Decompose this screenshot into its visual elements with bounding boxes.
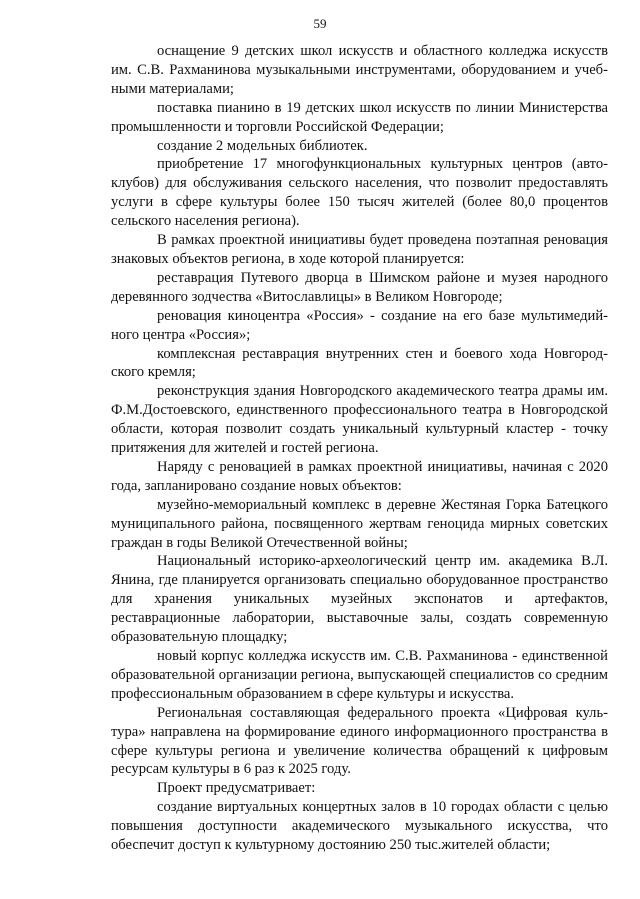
paragraph-digital-culture: Региональная составляющая федерального проекта «Цифровая культура» направлена на формирование единого информационного пространства в сфере культуры региона и увеличение количества обращений к цифровым ресурсам культуры в 6 раз к 2025 году.: [111, 704, 608, 778]
paragraph-travel-palace: реставрация Путевого дворца в Шимском районе и музея народного деревянного зодчества «Витославлицы» в Великом Новгороде;: [111, 269, 608, 305]
paragraph-kremlin-walls: комплексная реставрация внутренних стен и боевого хода Новгородского кремля;: [111, 345, 608, 381]
paragraph-memorial-complex: музейно-мемориальный комплекс в деревне Жестяная Горка Батецкого муниципального района, посвященного жертвам геноцида мирных советских граждан в годы Великой Отечественной войны;: [111, 496, 608, 551]
paragraph-virtual-concert-halls: создание виртуальных концертных залов в 10 городах области с целью повышения доступности академического музыкального искусства, что обеспечит доступ к культурному достоянию 250 тыс.жителей области;: [111, 799, 608, 854]
paragraph-music-schools-equipment: оснащение 9 детских школ искусств и областного колледжа искусств им. С.В. Рахманинова музыкальными инструментами, оборудованием и учебными материалами;: [111, 43, 608, 97]
paragraph-project-provides: Проект предусматривает:: [157, 780, 316, 797]
paragraph-archaeology-center: Национальный историко-археологический центр им. академика В.Л. Янина, где планируется организовать специально оборудованное пространство для хранения уникальных музейных экспонатов и артефактов, реставрационные лаборатории, выставочные залы, создать современную образовательную площадку;: [111, 553, 608, 646]
paragraph-model-libraries: создание 2 модельных библиотек.: [157, 137, 368, 154]
paragraph-autoclubs: приобретение 17 многофункциональных культурных центров (автоклубов) для обслуживания сельского населения, что позволит предоставлять услуги в сфере культуры более 150 тысяч жителей (более 80,0 процентов сельского населения региона).: [111, 156, 608, 230]
paragraph-college-building: новый корпус колледжа искусств им. С.В. Рахманинова - единственной образовательной организации региона, выпускающей специалистов со средним профессиональным образованием в сфере культуры и искусства.: [111, 648, 608, 702]
paragraph-cinema-rossiya: реновация киноцентра «Россия» - создание на его базе мультимедийного центра «Россия»;: [111, 307, 608, 343]
paragraph-renovation-intro: В рамках проектной инициативы будет проведена поэтапная реновация знаковых объектов региона, в ходе которой планируется:: [111, 232, 608, 267]
paragraph-piano-supply: поставка пианино в 19 детских школ искусств по линии Министерства промышленности и торговли Российской Федерации;: [111, 99, 608, 135]
page-number: 59: [313, 16, 327, 31]
paragraph-drama-theatre: реконструкция здания Новгородского академического театра драмы им. Ф.М.Достоевского, единственного профессионального театра в Новгородской области, которая позволит создать уникальный культурный кластер - точку притяжения для жителей и гостей региона.: [111, 383, 608, 457]
paragraph-new-objects-intro: Наряду с реновацией в рамках проектной инициативы, начиная с 2020 года, запланировано создание новых объектов:: [111, 458, 608, 494]
document-body: [111, 42, 608, 855]
